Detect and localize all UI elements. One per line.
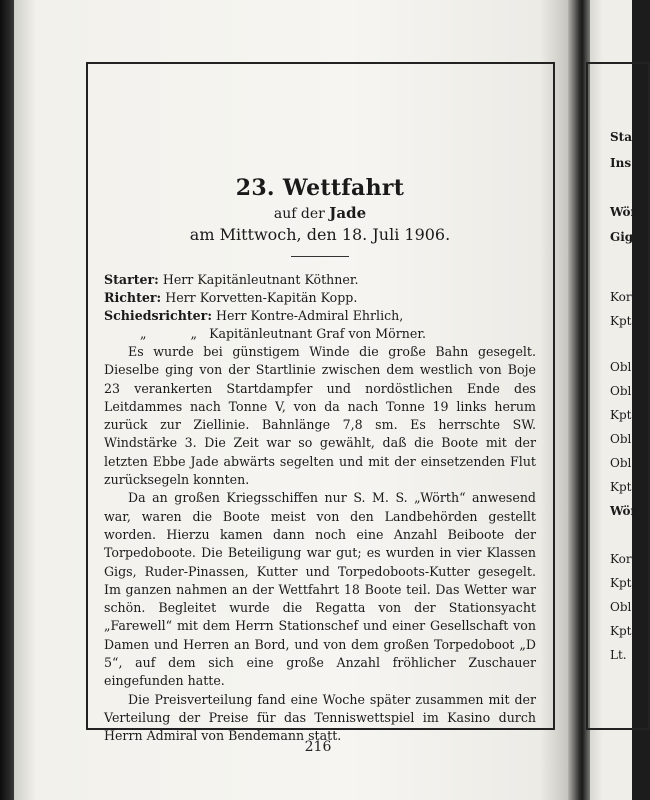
right-page-fragment: Lt.	[610, 648, 627, 662]
right-page-fragment: Kpt	[610, 480, 632, 494]
right-page-fragment: Kpt	[610, 576, 632, 590]
official-name: Herr Kontre-Admiral Ehrlich,	[216, 308, 404, 323]
body-paragraph: Da an großen Kriegsschiffen nur S. M. S. „Wörth“ anwesend war, waren die Boote meist von den Landbehörden gestellt worden. Hierzu kamen dann noch eine Anzahl Beiboote der Torpedoboote. Die Beteiligung war gut; es wurden in vier Klassen Gigs, Ruder-Pinassen, Kutter und Torpedoboots-Kutter gesegelt. Im ganzen nahmen an der Wettfahrt 18 Boote teil. Das Wetter war schön. Begleitet wurde die Regatta von der Stationsyacht „Farewell“ mit dem Herrn Stationschef und einer Gesellschaft von Damen und Herren an Bord, und von dem großen Torpedoboot „D 5“, auf dem sich eine große Anzahl fröhlicher Zuschauer eingefunden hatte.	[104, 490, 536, 689]
official-referee-2	[104, 325, 536, 343]
book-binding-shadow	[0, 0, 14, 800]
ditto-mark: „	[140, 326, 147, 341]
right-page-fragment: Wör	[610, 504, 637, 518]
official-label: Schiedsrichter:	[104, 308, 212, 323]
official-label: Richter:	[104, 290, 162, 305]
right-page-fragment: Wör	[610, 205, 637, 219]
right-page-fragment: Kpt	[610, 314, 632, 328]
right-page-fragment: Obl	[610, 384, 632, 398]
right-page-fragment: Obl	[610, 456, 632, 470]
official-name: Herr Korvetten-Kapitän Kopp.	[165, 290, 358, 305]
official-judge	[104, 289, 536, 307]
race-location	[104, 204, 536, 222]
location-prefix: auf der	[273, 206, 325, 222]
right-page-fragment: Obl	[610, 600, 632, 614]
race-title: 23. Wettfahrt	[235, 175, 405, 201]
page-content	[104, 175, 536, 746]
official-referee	[104, 307, 536, 325]
body-paragraph: Die Preisverteilung fand eine Woche später zusammen mit der Verteilung der Preise für das Tenniswettspiel im Kasino durch Herrn Admiral von Bendemann statt.	[104, 691, 536, 744]
right-page-fragment: Sta	[610, 130, 632, 144]
title-divider	[291, 256, 349, 257]
official-label: Starter:	[104, 272, 159, 287]
location-name: Jade	[329, 204, 367, 222]
official-name: Herr Kapitänleutnant Köthner.	[162, 272, 359, 287]
right-page-fragment: Gig	[610, 230, 634, 244]
right-page-fragment: Kor	[610, 552, 632, 566]
official-starter	[104, 271, 536, 289]
right-page-fragment: Kpt	[610, 408, 632, 422]
right-page-fragment: Ins	[610, 156, 632, 170]
official-name: Kapitänleutnant Graf von Mörner.	[209, 326, 426, 341]
right-page-fragment: Kpt	[610, 624, 632, 638]
page-number: 216	[304, 739, 332, 755]
race-date: am Mittwoch, den 18. Juli 1906.	[189, 225, 451, 244]
ditto-mark: „	[190, 326, 198, 341]
right-page-fragment: Obl	[610, 360, 632, 374]
right-page-fragment: Kor	[610, 290, 632, 304]
body-paragraph: Es wurde bei günstigem Winde die große Bahn gesegelt. Dieselbe ging von der Startlinie zwischen dem westlich von Boje 23 verankerten Startdampfer und nordöstlichen Ende des Leitdammes nach Tonne V, von da nach Tonne 19 links herum zurück zur Ziellinie. Bahnlänge 7,8 sm. Es herrschte SW. Windstärke 3. Die Zeit war so gewählt, daß die Boote mit der letzten Ebbe Jade abwärts segelten und mit der einsetzenden Flut zurücksegeln konnten.	[104, 344, 536, 488]
right-page-fragment: Obl	[610, 432, 632, 446]
